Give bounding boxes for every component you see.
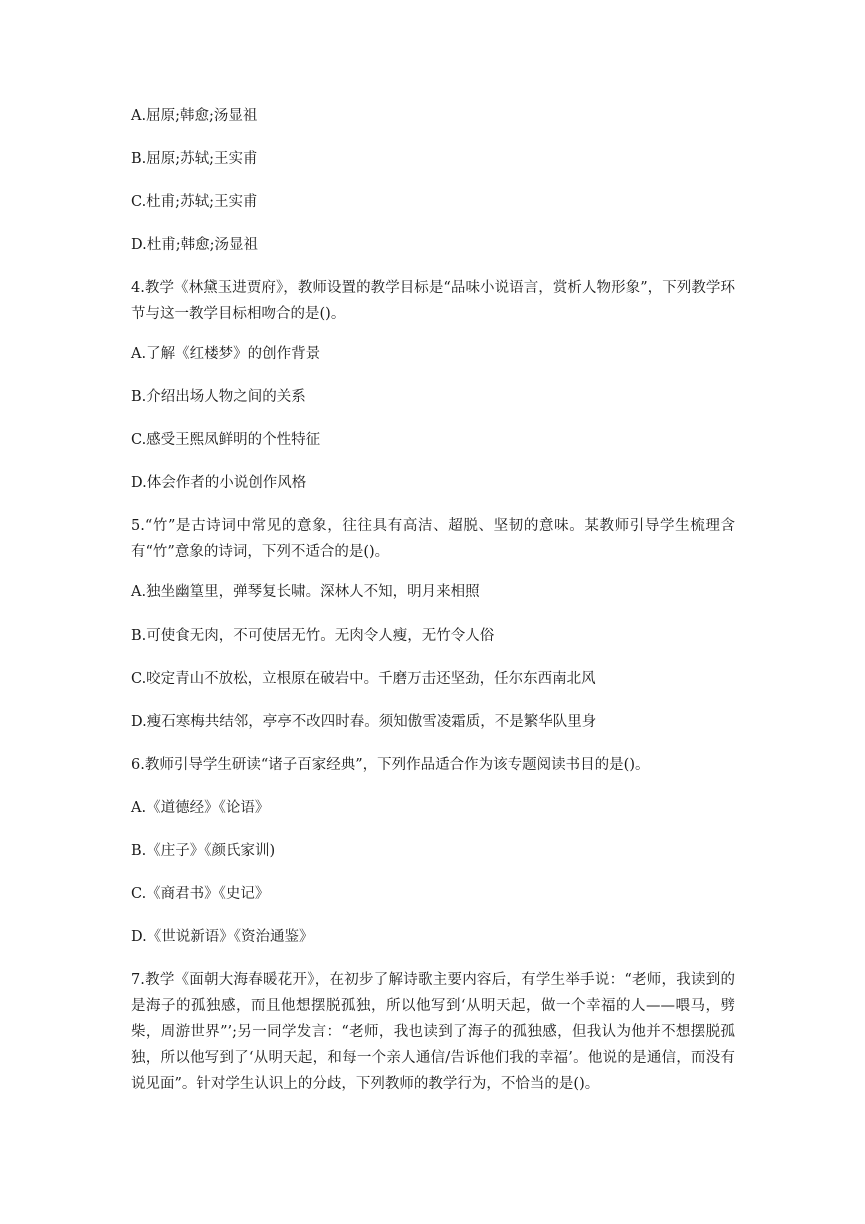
q6-option-b: B.《庄子》《颜氏家训) [131,843,276,859]
q6-option-a: A.《道德经》《论语》 [131,800,270,816]
q4-option-b: B.介绍出场人物之间的关系 [131,389,306,405]
q4-option-a: A.了解《红楼梦》的创作背景 [131,346,321,362]
q5-option-c: C.咬定青山不放松，立根原在破岩中。千磨万击还坚劲，任尔东西南北风 [131,671,596,687]
q5-option-d: D.瘦石寒梅共结邻，亭亭不改四时春。须知傲雪凌霜质，不是繁华队里身 [131,714,597,730]
q3-option-a: A.屈原;韩愈;汤显祖 [131,108,258,124]
q3-option-c: C.杜甫;苏轼;王实甫 [131,194,258,210]
q6-option-d: D.《世说新语》《资治通鉴》 [131,929,314,945]
q6-stem: 6.教师引导学生研读“诸子百家经典”，下列作品适合作为该专题阅读书目的是()。 [131,757,650,773]
q5-option-b: B.可使食无肉，不可使居无竹。无肉令人瘦，无竹令人俗 [131,628,495,644]
q4-stem: 4.教学《林黛玉进贾府》，教师设置的教学目标是“品味小说语言，赏析人物形象”，下列教学环节与这一教学目标相吻合的是()。 [131,280,735,322]
q4-option-c: C.感受王熙凤鲜明的个性特征 [131,432,321,448]
q3-option-d: D.杜甫;韩愈;汤显祖 [131,237,258,253]
q4-option-d: D.体会作者的小说创作风格 [131,475,307,491]
q7-stem: 7.教学《面朝大海春暖花开》，在初步了解诗歌主要内容后，有学生举手说：“老师，我读到的是海子的孤独感，而且他想摆脱孤独，所以他写到‘从明天起，做一个幸福的人——喂马，劈柴，周游世界”’;另一同学发言：“老师，我也读到了海子的孤独感，但我认为他并不想摆脱孤独，所以他写到了‘从明天起，和每一个亲人通信/告诉他们我的幸福’。他说的是通信，而没有说见面”。针对学生认识上的分歧，下列教师的教学行为，不恰当的是()。 [131,972,735,1092]
q3-option-b: B.屈原;苏轼;王实甫 [131,151,258,167]
q5-option-a: A.独坐幽篁里，弹琴复长啸。深林人不知，明月来相照 [131,584,480,600]
q5-stem: 5.“竹”是古诗词中常见的意象，往往具有高洁、超脱、坚韧的意味。某教师引导学生梳理含有“竹”意象的诗词，下列不适合的是()。 [131,518,735,560]
q6-option-c: C.《商君书》《史记》 [131,886,270,902]
